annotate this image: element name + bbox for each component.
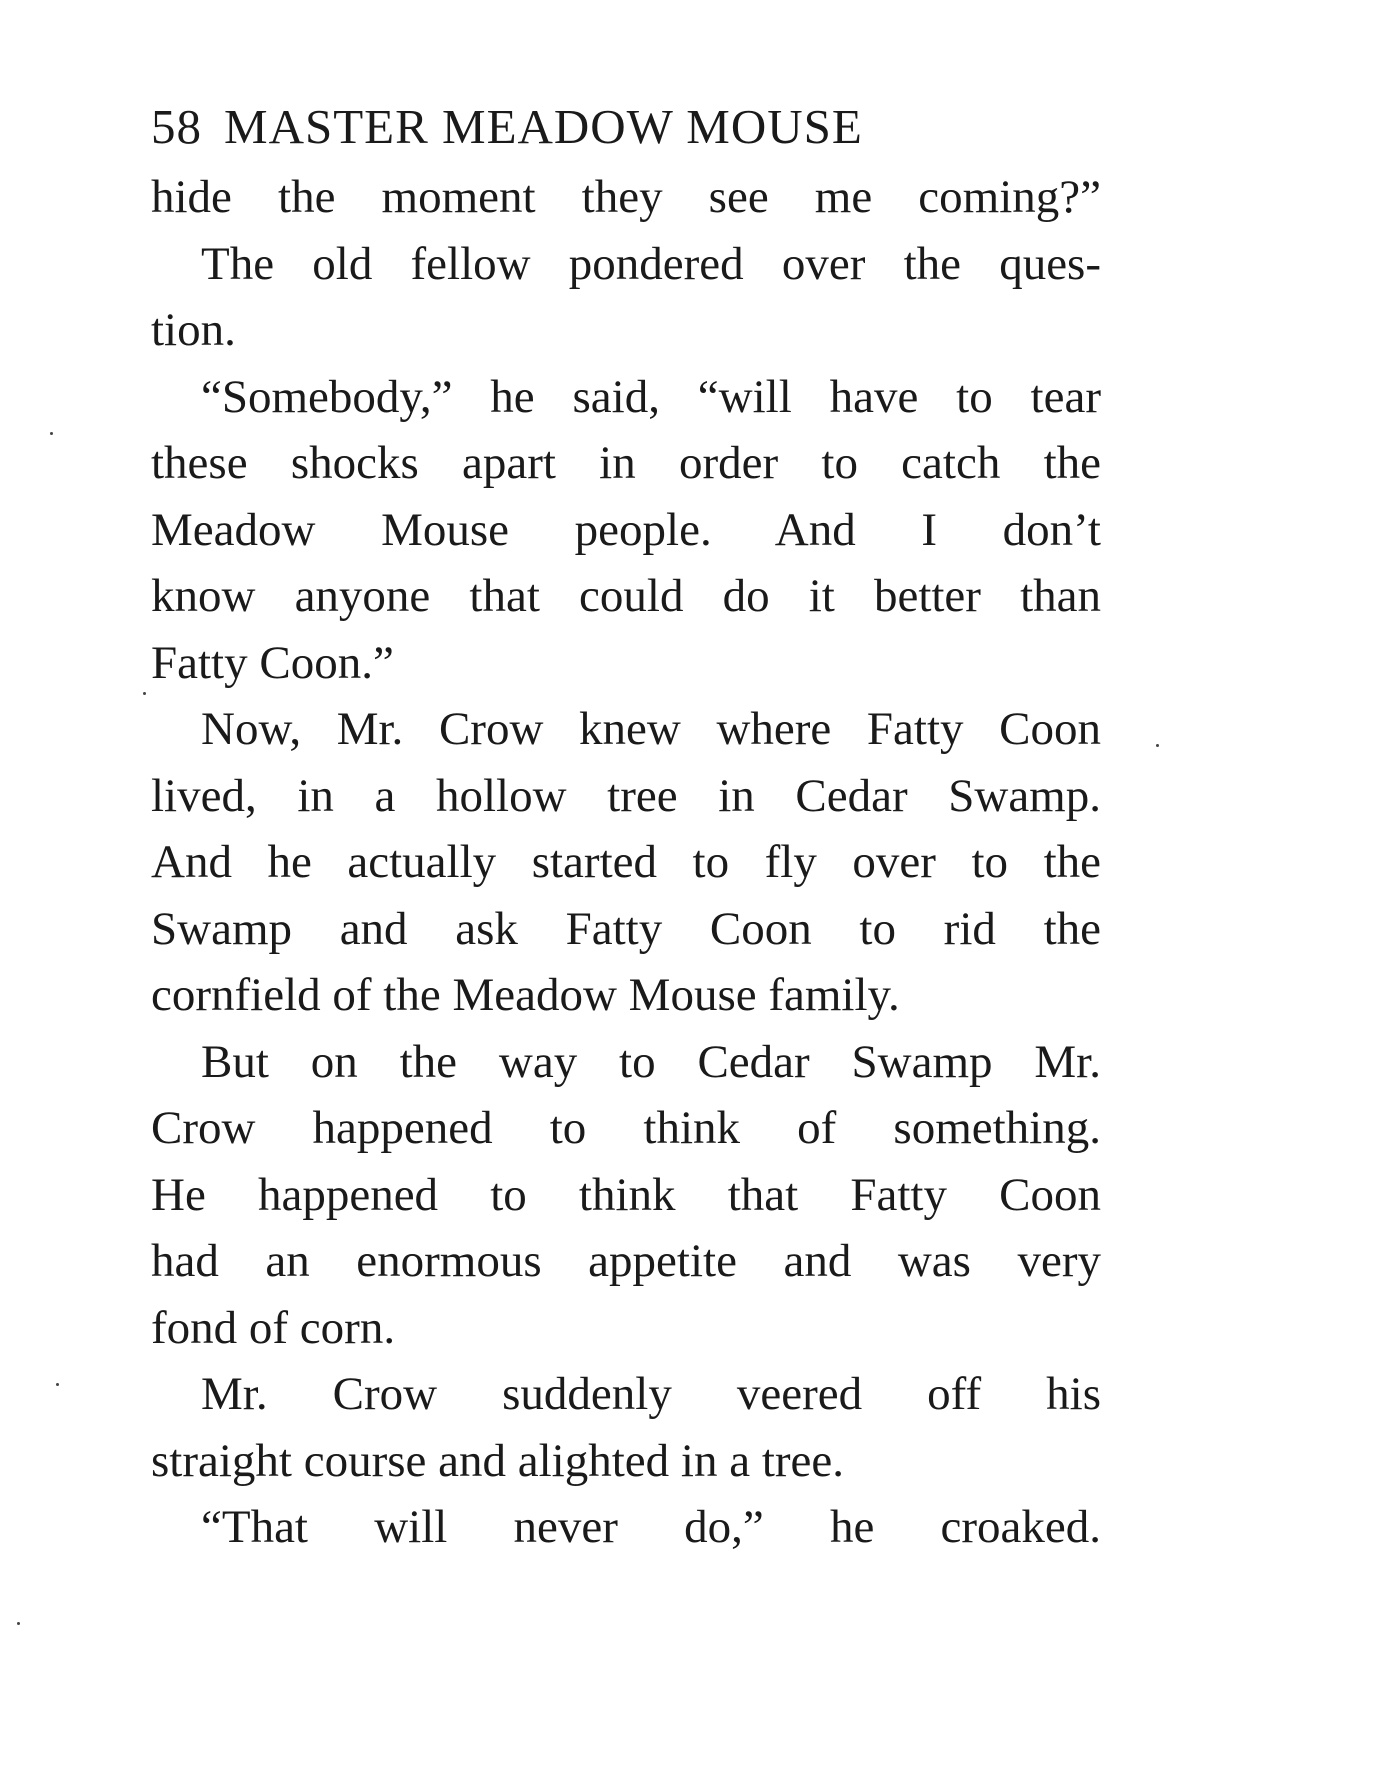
scan-speck <box>17 1622 20 1625</box>
page-number: 58 <box>151 99 202 154</box>
text-line: He happened to think that Fatty Coon <box>151 1168 1101 1221</box>
text-line: Fatty Coon.” <box>151 636 394 689</box>
text-line: Swamp and ask Fatty Coon to rid the <box>151 902 1101 955</box>
text-line: “That will never do,” he croaked. <box>201 1501 1101 1553</box>
book-page <box>151 96 1101 1561</box>
text-line: Now, Mr. Crow knew where Fatty Coon <box>201 703 1101 755</box>
text-line: know anyone that could do it better than <box>151 570 1101 622</box>
text-line: these shocks apart in order to catch the <box>151 437 1101 489</box>
text-line: cornfield of the Meadow Mouse family. <box>151 969 900 1021</box>
text-line: Mr. Crow suddenly veered off his <box>201 1368 1101 1420</box>
text-line: had an enormous appetite and was very <box>151 1235 1101 1287</box>
scan-speck <box>143 692 146 695</box>
text-line: And he actually started to fly over to the <box>151 836 1101 888</box>
scan-speck <box>1156 744 1159 747</box>
text-line: Crow happened to think of something. <box>151 1102 1101 1154</box>
scan-speck <box>50 432 53 435</box>
book-title: MASTER MEADOW MOUSE <box>224 99 863 154</box>
text-line: “Somebody,” he said, “will have to tear <box>201 370 1101 423</box>
text-line: But on the way to Cedar Swamp Mr. <box>201 1035 1101 1088</box>
text-line: fond of corn. <box>151 1301 396 1354</box>
scan-speck <box>56 1383 59 1386</box>
text-line: straight course and alighted in a tree. <box>151 1434 844 1487</box>
text-line: tion. <box>151 304 236 356</box>
body-text <box>151 164 1101 1561</box>
text-line: The old fellow pondered over the ques- <box>201 237 1101 290</box>
text-line: lived, in a hollow tree in Cedar Swamp. <box>151 769 1101 822</box>
text-line: Meadow Mouse people. And I don’t <box>151 503 1101 556</box>
text-line: hide the moment they see me coming?” <box>151 171 1101 223</box>
running-head <box>151 96 1101 158</box>
